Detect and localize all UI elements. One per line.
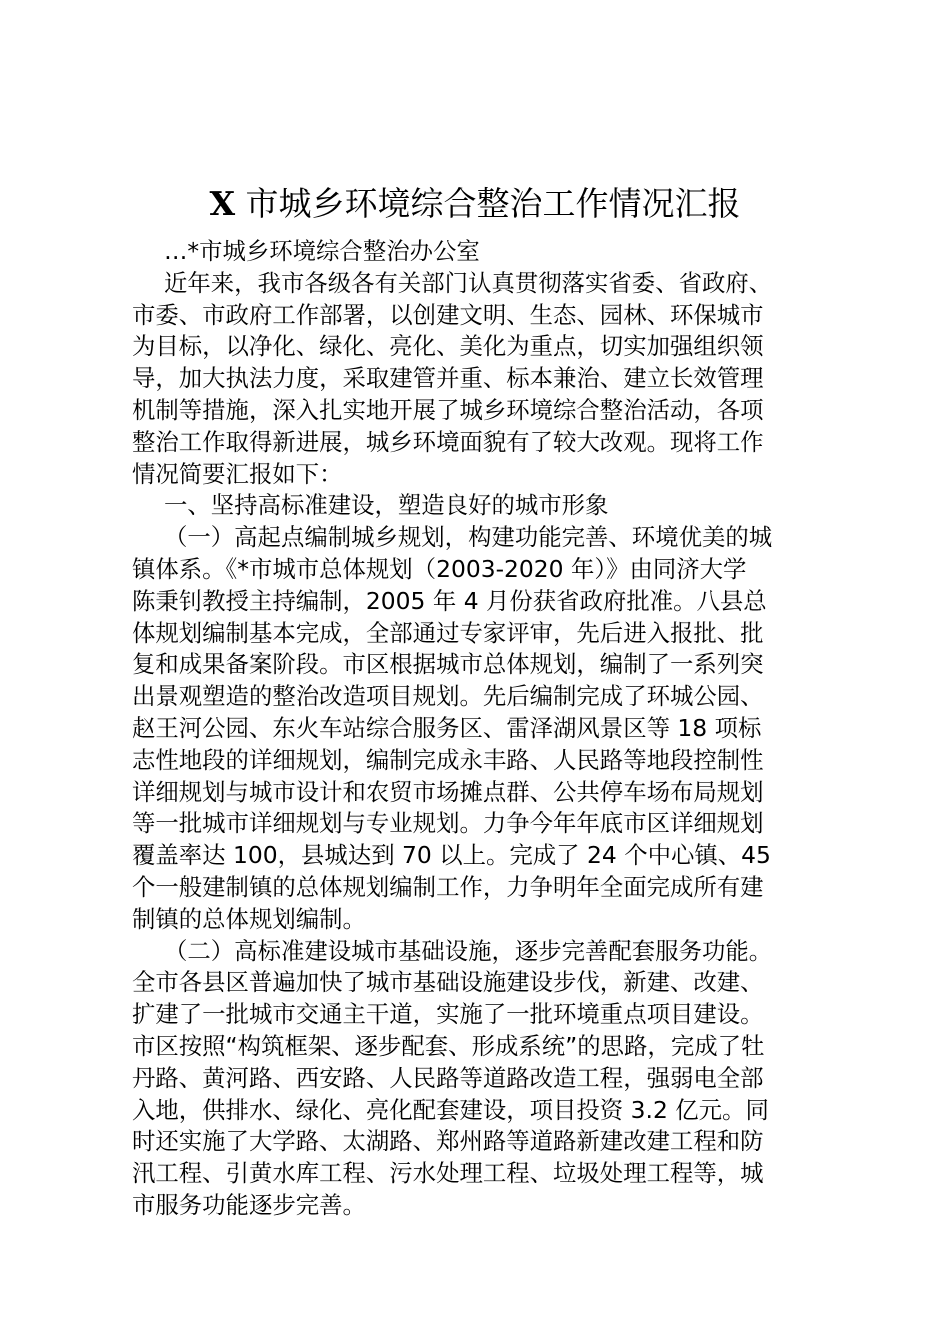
paragraph-line: 制镇的总体规划编制。: [132, 904, 366, 933]
paragraph-line: 丹路、黄河路、西安路、人民路等道路改造工程，强弱电全部: [132, 1063, 764, 1092]
paragraph-line: 整治工作取得新进展，城乡环境面貌有了较大改观。现将工作: [132, 427, 764, 456]
document-title: [0, 182, 950, 226]
section-heading: 一、坚持高标准建设，塑造良好的城市形象: [164, 491, 609, 520]
paragraph-line: 市委、市政府工作部署，以创建文明、生态、园林、环保城市: [132, 300, 764, 329]
paragraph-line: 志性地段的详细规划，编制完成永丰路、人民路等地段控制性: [132, 745, 764, 774]
paragraph-line: 出景观塑造的整治改造项目规划。先后编制完成了环城公园、: [132, 682, 764, 711]
paragraph-line: 陈秉钊教授主持编制，2005 年 4 月份获省政府批准。八县总: [132, 586, 767, 615]
paragraph-line: 等一批城市详细规划与专业规划。力争今年年底市区详细规划: [132, 809, 764, 838]
paragraph-line: 为目标，以净化、绿化、亮化、美化为重点，切实加强组织领: [132, 332, 764, 361]
paragraph-line: 情况简要汇报如下：: [132, 459, 343, 488]
document-title-text: 市城乡环境综合整治工作情况汇报: [235, 184, 741, 223]
paragraph-line: 个一般建制镇的总体规划编制工作，力争明年全面完成所有建: [132, 872, 764, 901]
paragraph-line: 赵王河公园、东火车站综合服务区、雷泽湖风景区等 18 项标: [132, 713, 762, 742]
paragraph-line: 机制等措施，深入扎实地开展了城乡环境综合整治活动，各项: [132, 395, 764, 424]
document-body: [132, 236, 832, 1222]
paragraph-line: 近年来，我市各级各有关部门认真贯彻落实省委、省政府、: [164, 268, 773, 297]
paragraph-line: 全市各县区普遍加快了城市基础设施建设步伐，新建、改建、: [132, 968, 764, 997]
paragraph-line: 覆盖率达 100，县城达到 70 以上。完成了 24 个中心镇、45: [132, 841, 771, 870]
subsection-line: （一）高起点编制城乡规划，构建功能完善、环境优美的城: [164, 523, 773, 552]
paragraph-line: 镇体系。《*市城市总体规划（2003-2020 年）》由同济大学: [132, 554, 747, 583]
paragraph-line: 汛工程、引黄水库工程、污水处理工程、垃圾处理工程等，城: [132, 1159, 764, 1188]
paragraph-line: 体规划编制基本完成，全部通过专家评审，先后进入报批、批: [132, 618, 764, 647]
paragraph-line: 市区按照“构筑框架、逐步配套、形成系统”的思路，完成了牡: [132, 1031, 765, 1060]
author-line: …*市城乡环境综合整治办公室: [164, 237, 480, 265]
paragraph-line: 入地，供排水、绿化、亮化配套建设，项目投资 3.2 亿元。同: [132, 1095, 769, 1124]
paragraph-line: 扩建了一批城市交通主干道，实施了一批环境重点项目建设。: [132, 1000, 764, 1029]
paragraph-line: 复和成果备案阶段。市区根据城市总体规划，编制了一系列突: [132, 650, 764, 679]
document-title-prefix: X: [209, 184, 236, 223]
paragraph-line: 详细规划与城市设计和农贸市场摊点群、公共停车场布局规划: [132, 777, 764, 806]
subsection-line: （二）高标准建设城市基础设施，逐步完善配套服务功能。: [164, 936, 773, 965]
paragraph-line: 市服务功能逐步完善。: [132, 1190, 366, 1219]
paragraph-line: 时还实施了大学路、太湖路、郑州路等道路新建改建工程和防: [132, 1127, 764, 1156]
paragraph-line: 导，加大执法力度，采取建管并重、标本兼治、建立长效管理: [132, 364, 764, 393]
